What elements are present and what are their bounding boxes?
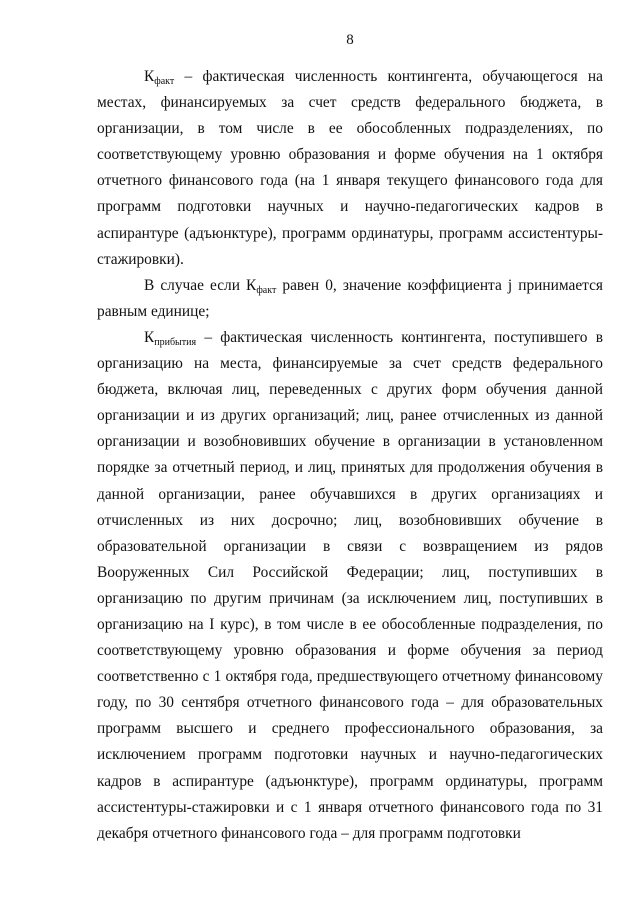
paragraph-text: – фактическая численность контингента, поступившего в организацию на места, финансируемые за счет средств федерального бюджета, включая лиц, переведенных с других форм обучения данной организации и из других организаций; лиц, ранее отчисленных из данной организации и возобновивших обучение в организации в установленном порядке за отчетный период, и лиц, принятых для продолжения обучения в данной организации, ранее обучавшихся в других организациях и отчисленных из них досрочно; лиц, возобновивших обучение в образовательной организации в связи с возвращением из рядов Вооруженных Сил Российской Федерации; лиц, поступивших в организацию по другим причинам (за исключением лиц, поступивших в организацию на I курс), в том числе в ее обособленные подразделения, по соответствующему уровню образования и форме обучения за период соответственно с 1 октября года, предшествующего отчетному финансовому году, по 30 сентября отчетного финансового года – для образовательных программ высшего и среднего профессионального образования, за исключением программ подготовки научных и научно-педагогических кадров в аспирантуре (адъюнктуре), программ ординатуры, программ ассистентуры-стажировки и с 1 января отчетного финансового года по 31 декабря отчетного финансового года – для программ подготовки [97,328,603,842]
subscript-arrival: прибытия [154,336,197,348]
symbol-k: К [246,276,257,294]
paragraph-text: – фактическая численность контингента, обучающегося на местах, финансируемых за счет средств федерального бюджета, в организации, в том числе в ее обособленных подразделениях, по соответствующему уровню образования и форме обучения на 1 октября отчетного финансового года (на 1 января текущего финансового года для программ подготовки научных и научно-педагогических кадров в аспирантуре (адъюнктуре), программ ординатуры, программ ассистентуры-стажировки). [97,68,603,268]
paragraph-text: равен 0, значение коэффициента j принимается равным единице; [97,276,603,320]
symbol-k: К [144,68,155,85]
subscript-fact: факт [154,76,175,87]
document-body [97,64,603,847]
subscript-fact: факт [256,284,277,296]
paragraph-prefix: В случае если [144,276,247,294]
paragraph-k-fact-definition [97,64,603,273]
symbol-k: К [144,328,155,346]
page-number: 8 [346,32,354,48]
paragraph-k-fact-zero [97,273,603,325]
paragraph-k-arrival-definition [97,325,603,847]
